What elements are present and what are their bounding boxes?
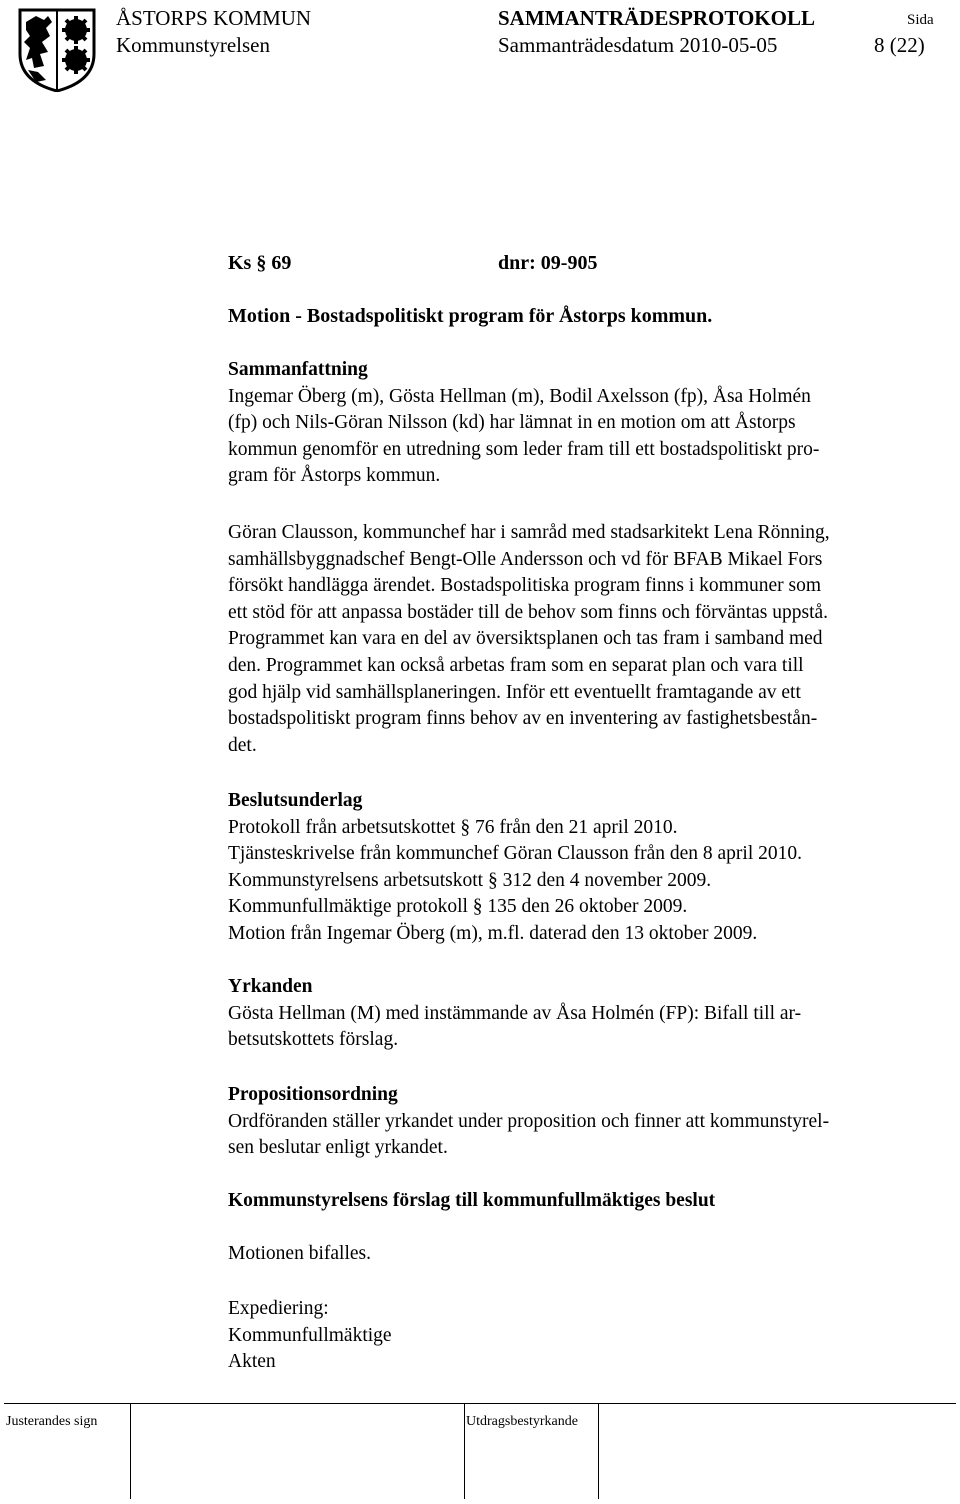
description-line: den. Programmet kan också arbetas fram som en separat plan och vara till xyxy=(228,654,804,676)
basis-item: Kommunfullmäktige protokoll § 135 den 26 oktober 2009. xyxy=(228,896,688,918)
org-name: ÅSTORPS KOMMUN xyxy=(116,6,312,30)
dispatch-section xyxy=(228,1296,938,1376)
basis-section xyxy=(228,788,938,948)
description-line: bostadspolitiskt program finns behov av en inventering av fastighetsbestån- xyxy=(228,708,818,730)
proposition-heading: Propositionsordning xyxy=(228,1084,398,1105)
certification-label: Utdragsbestyrkande xyxy=(466,1414,578,1429)
coat-of-arms-logo xyxy=(18,8,96,92)
basis-item: Protokoll från arbetsutskottet § 76 från den 21 april 2010. xyxy=(228,816,678,838)
summary-section xyxy=(228,357,938,490)
basis-item: Kommunstyrelsens arbetsutskott § 312 den 4 november 2009. xyxy=(228,869,712,891)
motions-heading: Yrkanden xyxy=(228,976,313,997)
footer-column-divider xyxy=(598,1403,599,1499)
description-line: samhällsbyggnadschef Bengt-Olle Andersson och vd för BFAB Mikael Fors xyxy=(228,548,823,570)
description-section xyxy=(228,520,938,759)
summary-line: kommun genomför en utredning som leder fram till ett bostadspolitiskt pro- xyxy=(228,438,820,460)
proposition-section xyxy=(228,1082,938,1162)
dispatch-label: Expediering: xyxy=(228,1298,329,1319)
description-line: det. xyxy=(228,734,257,756)
case-title: Motion - Bostadspolitiskt program för Åstorps kommun. xyxy=(228,305,713,327)
description-line: god hjälp vid samhällsplaneringen. Inför ett eventuellt framtagande av ett xyxy=(228,681,801,703)
summary-line: (fp) och Nils-Göran Nilsson (kd) har lämnat in en motion om att Åstorps xyxy=(228,412,796,434)
dispatch-recipient: Akten xyxy=(228,1351,276,1373)
footer-column-divider xyxy=(130,1403,131,1499)
dispatch-recipient: Kommunfullmäktige xyxy=(228,1324,392,1346)
description-line: försökt handlägga ärendet. Bostadspolitiska program finns i kommuner som xyxy=(228,575,822,597)
signature-label: Justerandes sign xyxy=(6,1414,98,1429)
page-number: 8 (22) xyxy=(874,33,925,57)
basis-heading: Beslutsunderlag xyxy=(228,790,363,811)
page-label: Sida xyxy=(907,12,934,28)
proposition-line: sen beslutar enligt yrkandet. xyxy=(228,1137,448,1159)
case-number: Ks § 69 xyxy=(228,252,292,274)
motions-section xyxy=(228,974,938,1054)
description-line: ett stöd för att anpassa bostäder till de behov som finns och förväntas uppstå. xyxy=(228,601,829,623)
basis-item: Tjänsteskrivelse från kommunchef Göran Clausson från den 8 april 2010. xyxy=(228,843,803,865)
basis-item: Motion från Ingemar Öberg (m), m.fl. daterad den 13 oktober 2009. xyxy=(228,922,758,944)
description-line: Göran Clausson, kommunchef har i samråd med stadsarkitekt Lena Rönning, xyxy=(228,522,830,543)
proposition-line: Ordföranden ställer yrkandet under proposition och finner att kommunstyrel- xyxy=(228,1110,830,1132)
footer-divider xyxy=(4,1403,956,1404)
summary-line: gram för Åstorps kommun. xyxy=(228,465,441,487)
proposal-heading: Kommunstyrelsens förslag till kommunfullmäktiges beslut xyxy=(228,1190,716,1211)
summary-heading: Sammanfattning xyxy=(228,359,368,380)
footer-column-divider xyxy=(464,1403,465,1499)
summary-line: Ingemar Öberg (m), Gösta Hellman (m), Bodil Axelsson (fp), Åsa Holmén xyxy=(228,385,811,407)
description-line: Programmet kan vara en del av översiktsplanen och tas fram i samband med xyxy=(228,628,823,650)
proposal-text: Motionen bifalles. xyxy=(228,1243,371,1264)
document-type: SAMMANTRÄDESPROTOKOLL xyxy=(498,6,815,30)
diary-number: dnr: 09-905 xyxy=(498,252,598,274)
board-name: Kommunstyrelsen xyxy=(116,33,270,57)
meeting-date: Sammanträdesdatum 2010-05-05 xyxy=(498,33,778,57)
motions-line: betsutskottets förslag. xyxy=(228,1029,399,1051)
motions-line: Gösta Hellman (M) med instämmande av Åsa Holmén (FP): Bifall till ar- xyxy=(228,1002,802,1024)
